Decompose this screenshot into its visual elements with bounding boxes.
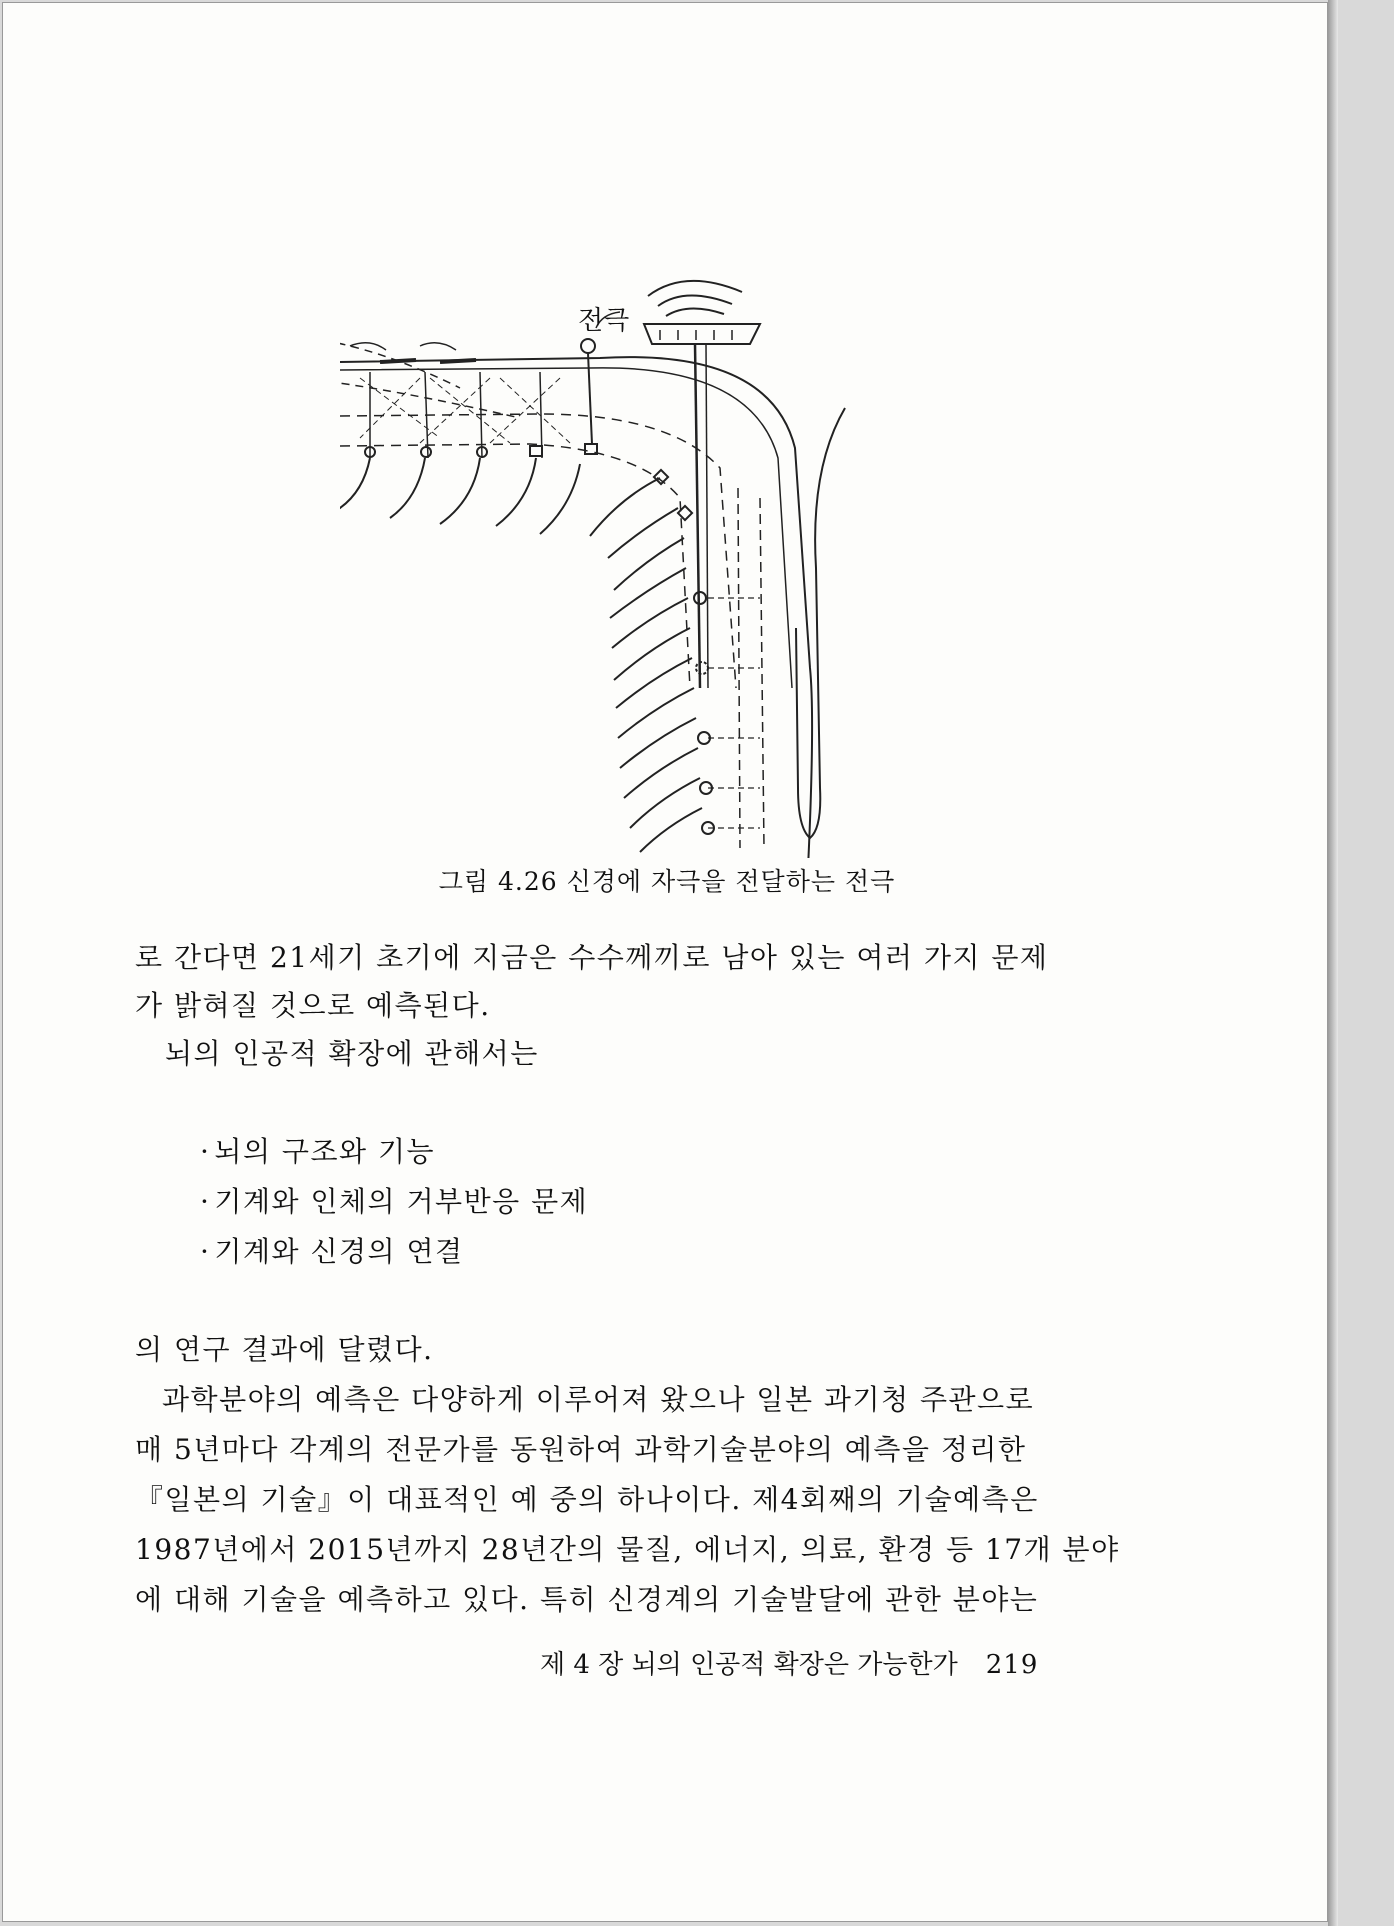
- running-footer: [540, 1644, 1038, 1681]
- probe-rod: [695, 344, 700, 688]
- spine-outer-curve: [796, 408, 845, 838]
- signal-wave-arc-1: [648, 281, 742, 296]
- stimulator-device: [644, 324, 760, 344]
- list-item: [200, 1130, 435, 1170]
- paragraph-line: 로 간다면 21세기 초기에 지금은 수수께끼로 남아 있는 여러 가지 문제: [135, 941, 1049, 974]
- list-item-text: 뇌의 구조와 기능: [214, 1135, 436, 1168]
- chapter-title: 제 4 장 뇌의 인공적 확장은 가능한가: [540, 1650, 958, 1680]
- paragraph-line: 가 밝혀질 것으로 예측된다.: [135, 989, 491, 1022]
- page-edge-shadow: [1328, 0, 1338, 1926]
- list-item-text: 기계와 인체의 거부반응 문제: [214, 1185, 589, 1218]
- bullet-mark: ·: [200, 1135, 211, 1168]
- bullet-mark: ·: [200, 1185, 211, 1218]
- signal-wave-arc-3: [666, 308, 724, 316]
- paragraph-line: 뇌의 인공적 확장에 관해서는: [165, 1037, 539, 1070]
- paragraph-line: 의 연구 결과에 달렸다.: [135, 1333, 434, 1366]
- outer-membrane: [340, 357, 812, 858]
- paragraph-line: 에 대해 기술을 예측하고 있다. 특히 신경계의 기술발달에 관한 분야는: [135, 1583, 1039, 1616]
- paragraph-line: 매 5년마다 각계의 전문가를 동원하여 과학기술분야의 예측을 정리한: [135, 1433, 1027, 1466]
- page-number: 219: [985, 1650, 1039, 1680]
- paragraph-line: 『일본의 기술』이 대표적인 예 중의 하나이다. 제4회째의 기술예측은: [135, 1483, 1039, 1516]
- signal-wave-arc-2: [658, 295, 732, 306]
- list-item: [200, 1230, 464, 1270]
- nerve-electrode-figure: [340, 268, 900, 858]
- figure-label-electrode: 전극: [578, 306, 631, 336]
- list-item-text: 기계와 신경의 연결: [214, 1235, 464, 1268]
- paragraph-line: 과학분야의 예측은 다양하게 이루어져 왔으나 일본 과기청 주관으로: [162, 1383, 1035, 1416]
- paragraph-line: 1987년에서 2015년까지 28년간의 물질, 에너지, 의료, 환경 등 17개 분야: [135, 1533, 1120, 1566]
- figure-caption: 그림 4.26 신경에 자극을 전달하는 전극: [438, 867, 896, 896]
- list-item: [200, 1180, 588, 1220]
- bullet-mark: ·: [200, 1235, 211, 1268]
- electrode-tip: [581, 339, 595, 353]
